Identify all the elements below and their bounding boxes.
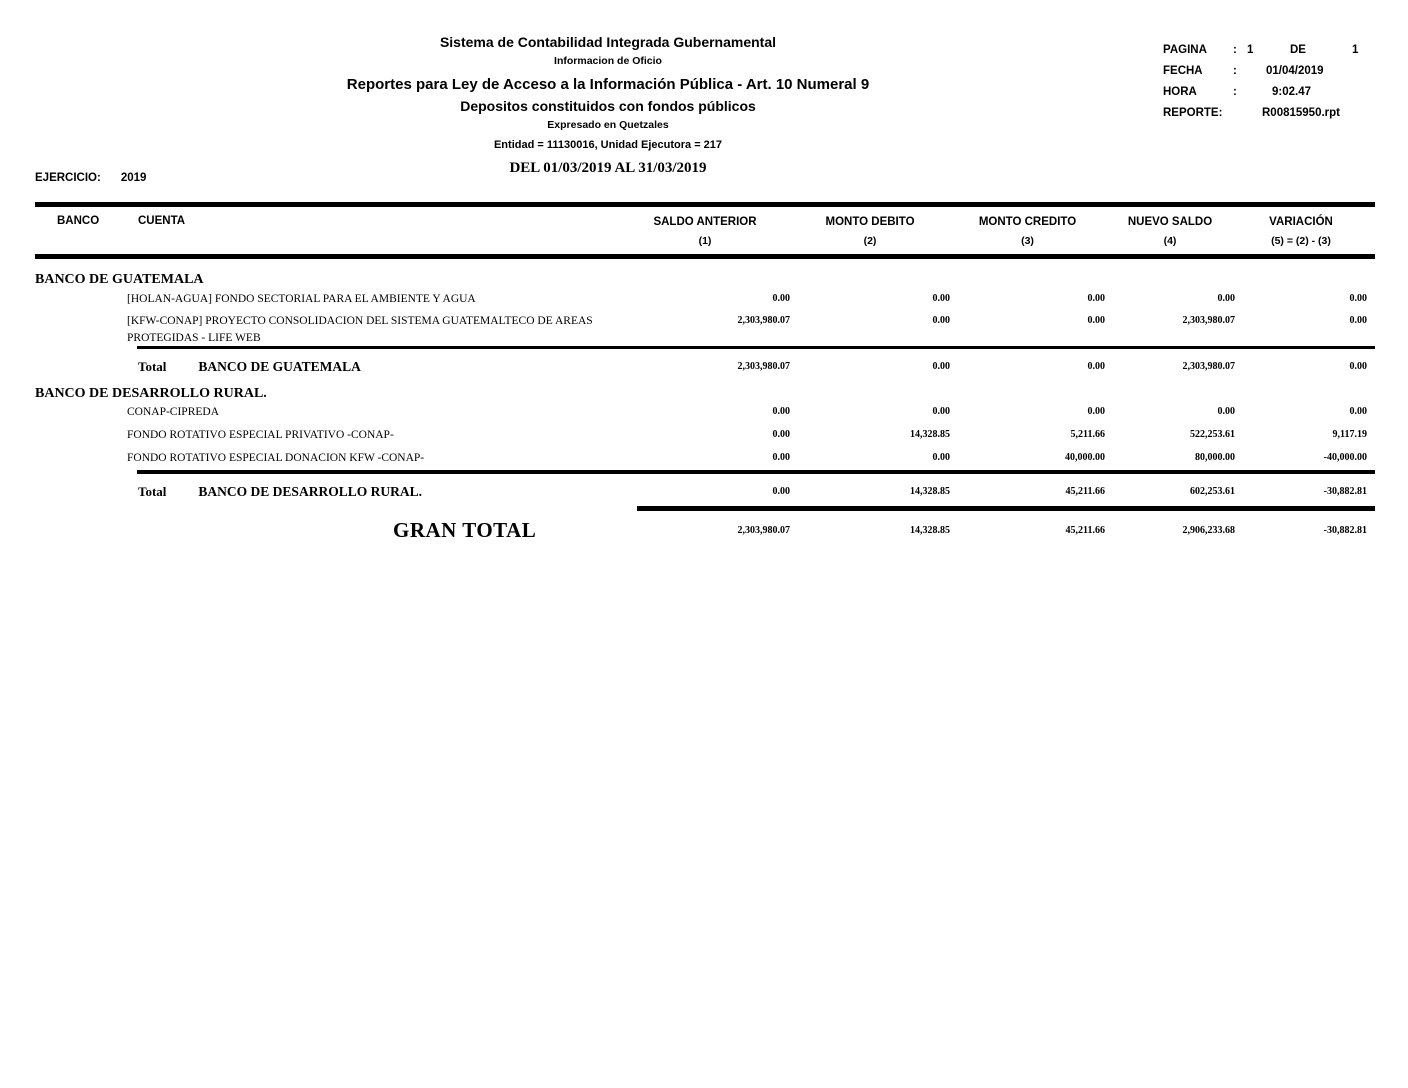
report-date-range: DEL 01/03/2019 AL 31/03/2019: [509, 160, 707, 176]
saldo-anterior-total: 0.00: [772, 486, 790, 497]
fecha-value: 01/04/2019: [1266, 65, 1324, 77]
nuevo-saldo-total: 2,303,980.07: [1182, 361, 1235, 372]
report-entity-line: Entidad = 11130016, Unidad Ejecutora = 217: [493, 139, 723, 151]
reporte-value: R00815950.rpt: [1262, 107, 1340, 119]
monto-credito-total: 0.00: [1087, 361, 1105, 372]
monto-debito-value: 14,328.85: [910, 429, 950, 440]
total-bank-name: BANCO DE GUATEMALA: [198, 359, 361, 374]
col-header-title: VARIACIÓN: [1269, 216, 1333, 228]
nuevo-saldo-gran-total: 2,906,233.68: [1182, 525, 1235, 536]
col-header-title: MONTO DEBITO: [825, 216, 915, 228]
col-header-monto-credito: [950, 213, 1105, 251]
section-banco-desarrollo-rural: BANCO DE DESARROLLO RURAL.: [35, 386, 267, 401]
total-label: Total: [138, 484, 167, 499]
gran-total-label: GRAN TOTAL: [393, 518, 537, 542]
col-header-index: (5) = (2) - (3): [1271, 235, 1331, 247]
col-header-cuenta: CUENTA: [138, 215, 186, 227]
col-header-index: (1): [698, 235, 712, 247]
section2-total-rule: [137, 470, 1375, 474]
cuenta-text: FONDO ROTATIVO ESPECIAL DONACION KFW -CONAP-: [127, 452, 425, 464]
table-header-rule: [35, 254, 1375, 259]
col-header-index: (4): [1163, 235, 1177, 247]
ejercicio-value: 2019: [120, 172, 147, 184]
saldo-anterior-value: 0.00: [772, 429, 790, 440]
monto-credito-gran-total: 45,211.66: [1065, 525, 1105, 536]
pagina-total-value: 1: [1352, 44, 1359, 56]
hora-colon: :: [1233, 86, 1237, 98]
gran-total-row: [35, 518, 1367, 543]
nuevo-saldo-value: 2,303,980.07: [1182, 315, 1235, 326]
variacion-value: 0.00: [1349, 406, 1367, 417]
variacion-gran-total: -30,882.81: [1323, 525, 1367, 536]
monto-credito-value: 0.00: [1087, 315, 1105, 326]
monto-credito-value: 40,000.00: [1065, 452, 1105, 463]
col-header-title: MONTO CREDITO: [978, 216, 1077, 228]
col-header-variacion: [1235, 213, 1367, 251]
report-meta: [1163, 44, 1403, 128]
hora-value: 9:02.47: [1272, 86, 1312, 98]
hora-label: HORA: [1163, 86, 1197, 98]
table-row: [35, 313, 1367, 347]
monto-debito-total: 14,328.85: [910, 486, 950, 497]
monto-debito-value: 0.00: [932, 293, 950, 304]
cuenta-text: FONDO ROTATIVO ESPECIAL PRIVATIVO -CONAP-: [127, 429, 394, 441]
variacion-total: 0.00: [1349, 361, 1367, 372]
fecha-colon: :: [1233, 65, 1237, 77]
fecha-label: FECHA: [1163, 65, 1203, 77]
gran-total-rule: [637, 506, 1375, 511]
table-row: [35, 427, 1367, 444]
pagina-value: 1: [1247, 44, 1254, 56]
col-header-saldo-anterior: [620, 213, 790, 251]
ejercicio-label: EJERCICIO:: [35, 172, 101, 184]
table-row: [35, 291, 1367, 308]
col-header-title: SALDO ANTERIOR: [653, 216, 757, 228]
pagina-de-label: DE: [1290, 44, 1306, 56]
cuenta-text: CONAP-CIPREDA: [127, 406, 220, 418]
cuenta-cell: [35, 291, 620, 308]
total-cell: [35, 359, 620, 375]
reporte-label: REPORTE:: [1163, 107, 1223, 119]
total-bank-name: BANCO DE DESARROLLO RURAL.: [198, 484, 422, 499]
monto-credito-value: 0.00: [1087, 293, 1105, 304]
col-header-index: (2): [863, 235, 877, 247]
table-header-row: [35, 213, 1367, 251]
cuenta-text: [HOLAN-AGUA] FONDO SECTORIAL PARA EL AMBIENTE Y AGUA: [127, 293, 476, 305]
table-row: [35, 404, 1367, 421]
pagina-colon: :: [1233, 44, 1237, 56]
section-banco-guatemala: BANCO DE GUATEMALA: [35, 272, 204, 287]
col-header-banco: BANCO: [57, 215, 100, 227]
table-row: [35, 450, 1367, 467]
cuenta-text: [KFW-CONAP] PROYECTO CONSOLIDACION DEL SISTEMA GUATEMALTECO DE AREAS PROTEGIDAS - LIFE WEB: [127, 315, 593, 344]
saldo-anterior-value: 2,303,980.07: [737, 315, 790, 326]
monto-debito-value: 0.00: [932, 406, 950, 417]
saldo-anterior-value: 0.00: [772, 406, 790, 417]
saldo-anterior-value: 0.00: [772, 293, 790, 304]
meta-reporte: [1163, 107, 1403, 128]
variacion-value: 0.00: [1349, 315, 1367, 326]
variacion-value: 0.00: [1349, 293, 1367, 304]
nuevo-saldo-value: 0.00: [1217, 293, 1235, 304]
variacion-total: -30,882.81: [1323, 486, 1367, 497]
report-subtitle-ley: Reportes para Ley de Acceso a la Información Pública - Art. 10 Numeral 9: [346, 76, 870, 93]
report-subtitle-oficio: Informacion de Oficio: [554, 55, 662, 67]
total-label: Total: [138, 359, 167, 374]
monto-credito-value: 5,211.66: [1070, 429, 1105, 440]
nuevo-saldo-value: 0.00: [1217, 406, 1235, 417]
pagina-label: PAGINA: [1163, 44, 1207, 56]
col-header-index: (3): [1021, 235, 1034, 247]
monto-credito-total: 45,211.66: [1065, 486, 1105, 497]
monto-debito-value: 0.00: [932, 315, 950, 326]
section-total-row: [35, 484, 1367, 500]
col-header-monto-debito: [790, 213, 950, 251]
report-currency-note: Expresado en Quetzales: [547, 119, 669, 131]
nuevo-saldo-total: 602,253.61: [1190, 486, 1235, 497]
saldo-anterior-total: 2,303,980.07: [737, 361, 790, 372]
table-top-rule: [35, 202, 1375, 207]
nuevo-saldo-value: 522,253.61: [1190, 429, 1235, 440]
col-header-nuevo-saldo: [1105, 213, 1235, 251]
monto-credito-value: 0.00: [1087, 406, 1105, 417]
meta-fecha: [1163, 65, 1403, 86]
monto-debito-value: 0.00: [932, 452, 950, 463]
cuenta-cell: [35, 313, 620, 347]
nuevo-saldo-value: 80,000.00: [1195, 452, 1235, 463]
total-cell: [35, 484, 620, 500]
col-header-title: NUEVO SALDO: [1127, 216, 1213, 228]
report-subtitle-depositos: Depositos constituidos con fondos públicos: [460, 98, 756, 114]
report-title: Sistema de Contabilidad Integrada Gubernamental: [439, 34, 777, 50]
saldo-anterior-gran-total: 2,303,980.07: [737, 525, 790, 536]
saldo-anterior-value: 0.00: [772, 452, 790, 463]
section-total-row: [35, 359, 1367, 375]
cuenta-cell: [35, 427, 620, 444]
meta-pagina: [1163, 44, 1403, 65]
variacion-value: 9,117.19: [1332, 429, 1367, 440]
variacion-value: -40,000.00: [1323, 452, 1367, 463]
monto-debito-total: 0.00: [932, 361, 950, 372]
cuenta-cell: [35, 450, 620, 467]
meta-hora: [1163, 86, 1403, 107]
ejercicio-line: [35, 172, 146, 184]
cuenta-cell: [35, 404, 620, 421]
monto-debito-gran-total: 14,328.85: [910, 525, 950, 536]
